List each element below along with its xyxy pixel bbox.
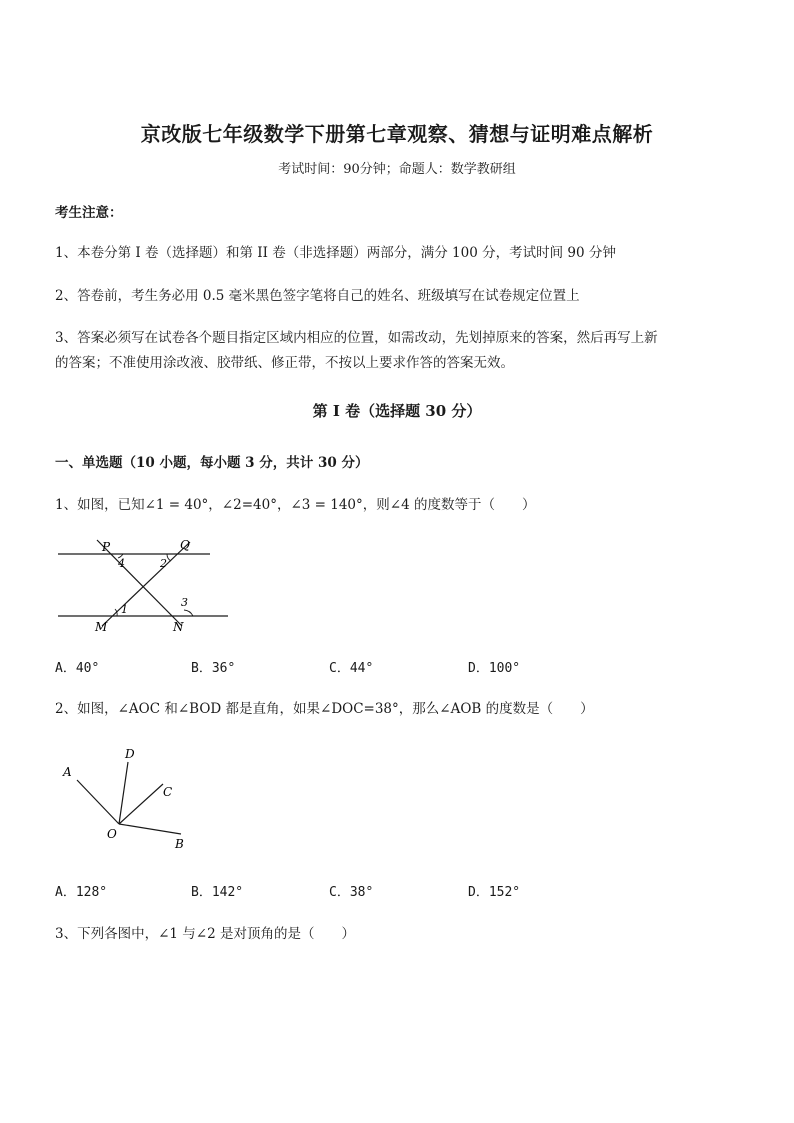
label-d: D — [125, 747, 135, 761]
question-2-option-d[interactable]: D．152° — [468, 885, 521, 900]
question-1-option-b[interactable]: B．36° — [191, 661, 236, 676]
notice-item-3-line-2: 的答案；不准使用涂改液、胶带纸、修正带，不按以上要求作答的答案无效。 — [55, 355, 514, 371]
question-2-option-b[interactable]: B．142° — [191, 885, 244, 900]
question-1-stem: 1、如图，已知∠1 = 40°，∠2=40°，∠3 = 140°，则∠4 的度数等于（ ） — [55, 497, 536, 513]
label-angle-2: 2 — [160, 557, 167, 570]
label-angle-1: 1 — [121, 603, 128, 616]
label-angle-4: 4 — [118, 557, 125, 570]
label-m: M — [95, 620, 108, 634]
question-2-option-c[interactable]: C．38° — [329, 885, 374, 900]
notice-item-3-line-1: 3、答案必须写在试卷各个题目指定区域内相应的位置，如需改动，先划掉原来的答案，然后再写上新 — [55, 330, 658, 346]
part-heading: 一、单选题（10 小题，每小题 3 分，共计 30 分） — [55, 455, 369, 471]
question-1-option-a[interactable]: A．40° — [55, 661, 100, 676]
label-c: C — [163, 785, 173, 799]
question-3-stem: 3、下列各图中，∠1 与∠2 是对顶角的是（ ） — [55, 926, 355, 942]
label-angle-3: 3 — [181, 596, 188, 609]
label-q: Q — [180, 538, 190, 552]
question-1-option-c[interactable]: C．44° — [329, 661, 374, 676]
question-1-figure — [50, 530, 240, 635]
label-a: A — [63, 765, 72, 779]
exam-info: 考试时间：90分钟；命题人：数学教研组 — [278, 162, 516, 177]
notice-item-1: 1、本卷分第 I 卷（选择题）和第 II 卷（非选择题）两部分，满分 100 分，考试时间 90 分钟 — [55, 245, 616, 261]
page-title: 京改版七年级数学下册第七章观察、猜想与证明难点解析 — [140, 122, 654, 146]
label-b: B — [175, 837, 184, 851]
label-n: N — [173, 620, 184, 634]
label-p: P — [102, 540, 111, 554]
ray-od — [119, 762, 128, 824]
ray-oa — [77, 780, 119, 824]
ray-oc — [119, 784, 163, 824]
notice-heading: 考生注意： — [55, 205, 123, 221]
question-2-stem: 2、如图，∠AOC 和∠BOD 都是直角，如果∠DOC=38°，那么∠AOB 的度数是（ ） — [55, 701, 594, 717]
label-o: O — [107, 827, 117, 841]
question-1-option-d[interactable]: D．100° — [468, 661, 521, 676]
ray-ob — [119, 824, 181, 834]
question-2-option-a[interactable]: A．128° — [55, 885, 108, 900]
notice-item-2: 2、答卷前，考生务必用 0.5 毫米黑色签字笔将自己的姓名、班级填写在试卷规定位置上 — [55, 288, 580, 304]
angle-3-arc — [184, 610, 193, 616]
question-2-figure — [55, 742, 195, 854]
section-title: 第 I 卷（选择题 30 分） — [312, 402, 482, 420]
